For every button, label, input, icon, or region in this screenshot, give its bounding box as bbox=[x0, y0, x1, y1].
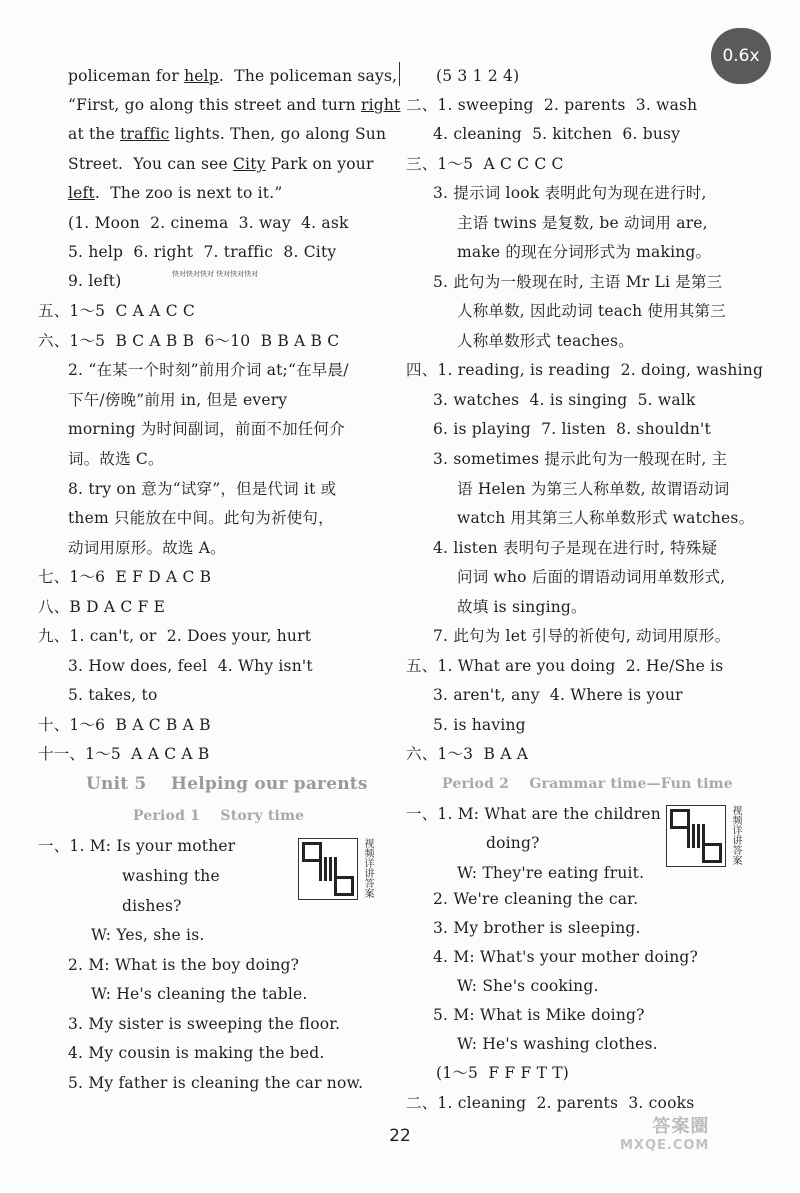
text-line: 3. sometimes 提示此句为一般现在时, 主 bbox=[433, 450, 728, 468]
text-line: dishes? bbox=[122, 897, 182, 915]
text-line: 四、1. reading, is reading 2. doing, washing bbox=[406, 361, 764, 379]
text-line: 5. help 6. right 7. traffic 8. City bbox=[68, 243, 337, 261]
text-line: 4. listen 表明句子是现在进行时, 特殊疑 bbox=[433, 539, 718, 557]
period-heading: Period 1 Story time bbox=[133, 808, 305, 824]
text-line: W: He's cleaning the table. bbox=[91, 985, 308, 1003]
text-line: 7. 此句为 let 引导的祈使句, 动词用原形。 bbox=[433, 627, 731, 645]
text-line: 主语 twins 是复数, be 动词用 are, bbox=[457, 214, 708, 232]
text-line: 一、1. M: What are the children bbox=[406, 805, 661, 823]
text-line: W: They're eating fruit. bbox=[457, 864, 645, 882]
text-line: 3. How does, feel 4. Why isn't bbox=[68, 657, 313, 675]
text-line: 4. M: What's your mother doing? bbox=[433, 948, 699, 966]
text-line: washing the bbox=[122, 867, 220, 885]
text-line: 2. M: What is the boy doing? bbox=[68, 956, 300, 974]
text-line: make 的现在分词形式为 making。 bbox=[457, 243, 712, 261]
column-divider bbox=[399, 62, 400, 86]
text-line: 5. takes, to bbox=[68, 686, 158, 704]
text-line: 六、1～3 B A A bbox=[406, 745, 529, 763]
speed-label: 0.6x bbox=[722, 46, 760, 66]
text-line: “First, go along this street and turn right bbox=[68, 96, 401, 114]
text-line: them 只能放在中间。此句为祈使句， bbox=[68, 509, 334, 527]
text-line: 3. My brother is sleeping. bbox=[433, 919, 641, 937]
text-line: 十、1～6 B A C B A B bbox=[38, 716, 211, 734]
unit-heading: Unit 5 Helping our parents bbox=[86, 774, 368, 794]
text-line: 九、1. can't, or 2. Does your, hurt bbox=[38, 627, 312, 645]
text-line: 3. watches 4. is singing 5. walk bbox=[433, 391, 696, 409]
watermark-site: MXQE.COM bbox=[620, 1138, 710, 1153]
text-line: 5. My father is cleaning the car now. bbox=[68, 1074, 364, 1092]
text-line: 6. is playing 7. listen 8. shouldn't bbox=[433, 420, 711, 438]
text-line: 4. My cousin is making the bed. bbox=[68, 1044, 325, 1062]
text-line: 问词 who 后面的谓语动词用单数形式, bbox=[457, 568, 726, 586]
qr-label: 视频详讲答案 bbox=[730, 805, 741, 865]
watermark bbox=[620, 1112, 709, 1153]
text-line: 下午/傍晚”前用 in, 但是 every bbox=[68, 391, 288, 409]
period-heading: Period 2 Grammar time—Fun time bbox=[442, 776, 733, 792]
text-line: 十一、1～5 A A C A B bbox=[38, 745, 210, 763]
text-line: left. The zoo is next to it.” bbox=[68, 184, 283, 202]
text-line: 故填 is singing。 bbox=[457, 598, 587, 616]
text-line: morning 为时间副词，前面不加任何介 bbox=[68, 420, 345, 438]
qr-code-image[interactable] bbox=[298, 838, 358, 900]
text-line: Street. You can see City Park on your bbox=[68, 155, 374, 173]
text-line: 词。故选 C。 bbox=[68, 450, 164, 468]
text-line: 3. 提示词 look 表明此句为现在进行时, bbox=[433, 184, 707, 202]
text-line: 二、1. cleaning 2. parents 3. cooks bbox=[406, 1094, 695, 1112]
qr-code-image[interactable] bbox=[666, 805, 726, 867]
text-line: 七、1～6 E F D A C B bbox=[38, 568, 212, 586]
text-line: 五、1～5 C A A C C bbox=[38, 302, 195, 320]
text-line: 2. “在某一个时刻”前用介词 at;“在早晨/ bbox=[68, 361, 349, 379]
text-line: doing? bbox=[486, 834, 540, 852]
text-line: (1. Moon 2. cinema 3. way 4. ask bbox=[68, 214, 349, 232]
playback-speed-badge[interactable] bbox=[711, 28, 771, 84]
text-line: 3. My sister is sweeping the floor. bbox=[68, 1015, 341, 1033]
text-line: 八、B D A C F E bbox=[38, 598, 166, 616]
qr-code-right[interactable] bbox=[666, 805, 741, 867]
page-number: 22 bbox=[389, 1126, 411, 1146]
text-line: 六、1～5 B C A B B 6～10 B B A B C bbox=[38, 332, 340, 350]
text-line: 5. is having bbox=[433, 716, 526, 734]
text-line: at the traffic lights. Then, go along Sun bbox=[68, 125, 387, 143]
text-line: W: She's cooking. bbox=[457, 977, 599, 995]
text-line: 2. We're cleaning the car. bbox=[433, 890, 639, 908]
text-line: 4. cleaning 5. kitchen 6. busy bbox=[433, 125, 681, 143]
text-line: 9. left) bbox=[68, 272, 122, 290]
text-line: 一、1. M: Is your mother bbox=[38, 837, 236, 855]
text-line: (5 3 1 2 4) bbox=[436, 67, 520, 85]
text-line: 5. 此句为一般现在时, 主语 Mr Li 是第三 bbox=[433, 273, 723, 291]
text-line: 8. try on 意为“试穿”，但是代词 it 或 bbox=[68, 480, 337, 498]
text-line: 动词用原形。故选 A。 bbox=[68, 539, 226, 557]
text-line: 语 Helen 为第三人称单数, 故谓语动词 bbox=[457, 480, 730, 498]
text-line: (1～5 F F F T T) bbox=[436, 1064, 570, 1082]
text-line: watch 用其第三人称单数形式 watches。 bbox=[457, 509, 755, 527]
text-line: 3. aren't, any 4. Where is your bbox=[433, 686, 683, 704]
stamp-note: 快对快对快对 快对快对快对 bbox=[172, 270, 259, 278]
qr-code-left[interactable] bbox=[298, 838, 373, 900]
text-line: policeman for help. The policeman says, bbox=[68, 67, 398, 85]
text-line: W: Yes, she is. bbox=[91, 926, 205, 944]
text-line: 五、1. What are you doing 2. He/She is bbox=[406, 657, 724, 675]
text-line: 三、1～5 A C C C C bbox=[406, 155, 564, 173]
text-line: 5. M: What is Mike doing? bbox=[433, 1006, 645, 1024]
text-line: 人称单数形式 teaches。 bbox=[457, 332, 634, 350]
qr-label: 视频详讲答案 bbox=[362, 838, 373, 898]
text-line: W: He's washing clothes. bbox=[457, 1035, 658, 1053]
watermark-logo: 答案圈 bbox=[652, 1116, 710, 1137]
text-line: 二、1. sweeping 2. parents 3. wash bbox=[406, 96, 698, 114]
text-line: 人称单数, 因此动词 teach 使用其第三 bbox=[457, 302, 726, 320]
